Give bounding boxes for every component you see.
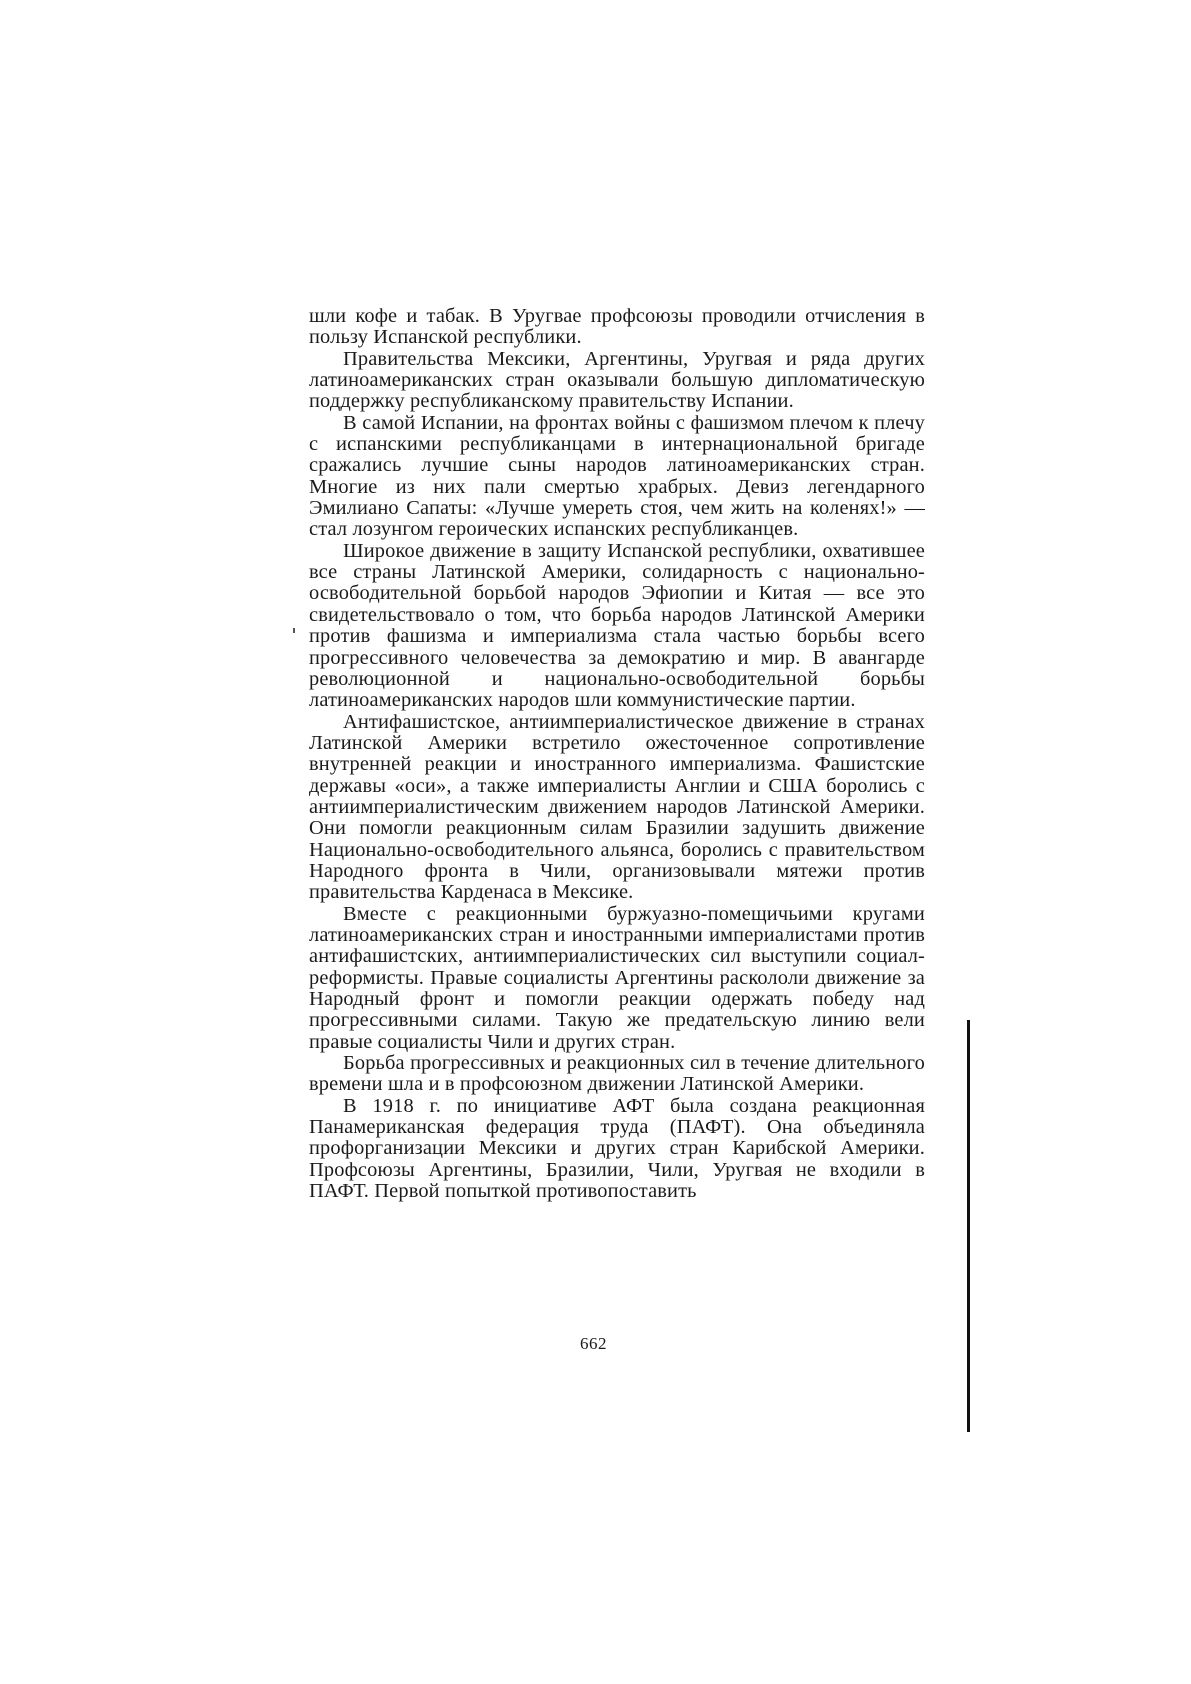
paragraph: В самой Испании, на фронтах войны с фашизмом плечом к плечу с испанскими республиканцами в интернациональной бригаде сражались лучшие сыны народов латиноамериканских стран. Многие из них пали смертью храбрых. Девиз легендарного Эмилиано Сапаты: «Лучше умереть стоя, чем жить на коленях!» — стал лозунгом героических испанских республиканцев.: [309, 411, 925, 541]
paragraph-continuation: шли кофе и табак. В Уругвае профсоюзы проводили отчисления в пользу Испанской республики.: [309, 305, 925, 349]
scan-mark: [293, 628, 295, 633]
scan-edge-line: [967, 1020, 970, 1432]
paragraph: Борьба прогрессивных и реакционных сил в течение длительного времени шла и в профсоюзном движении Латинской Америки.: [309, 1052, 925, 1096]
body-text: [309, 306, 925, 1202]
paragraph: В 1918 г. по инициативе АФТ была создана реакционная Панамериканская федерация труда (ПАФТ). Она объединяла профорганизации Мексики и других стран Карибской Америки. Профсоюзы Аргентины, Бразилии, Чили, Уругвая не входили в ПАФТ. Первой попыткой противопоставить: [309, 1094, 925, 1203]
paragraph: Правительства Мексики, Аргентины, Уругвая и ряда других латиноамериканских стран оказывали большую дипломатическую поддержку республиканскому правительству Испании.: [309, 347, 925, 413]
paragraph: Широкое движение в защиту Испанской республики, охватившее все страны Латинской Америки, солидарность с национально-освободительной борьбой народов Эфиопии и Китая — все это свидетельствовало о том, что борьба народов Латинской Америки против фашизма и империализма стала частью борьбы всего прогрессивного человечества за демократию и мир. В авангарде революционной и национально-освободительной борьбы латиноамериканских народов шли коммунистические партии.: [309, 539, 925, 712]
paragraph: Вместе с реакционными буржуазно-помещичьими кругами латиноамериканских стран и иностранными империалистами против антифашистских, антиимпериалистических сил выступили социал-реформисты. Правые социалисты Аргентины раскололи движение за Народный фронт и помогли реакции одержать победу над прогрессивными силами. Такую же предательскую линию вели правые социалисты Чили и других стран.: [309, 902, 925, 1053]
paragraph: Антифашистское, антиимпериалистическое движение в странах Латинской Америки встретило ожесточенное сопротивление внутренней реакции и иностранного империализма. Фашистские державы «оси», а также империалисты Англии и США боролись с антиимпериалистическим движением народов Латинской Америки. Они помогли реакционным силам Бразилии задушить движение Национально-освободительного альянса, боролись с правительством Народного фронта в Чили, организовывали мятежи против правительства Карденаса в Мексике.: [309, 710, 925, 904]
page-number: 662: [580, 1334, 607, 1353]
